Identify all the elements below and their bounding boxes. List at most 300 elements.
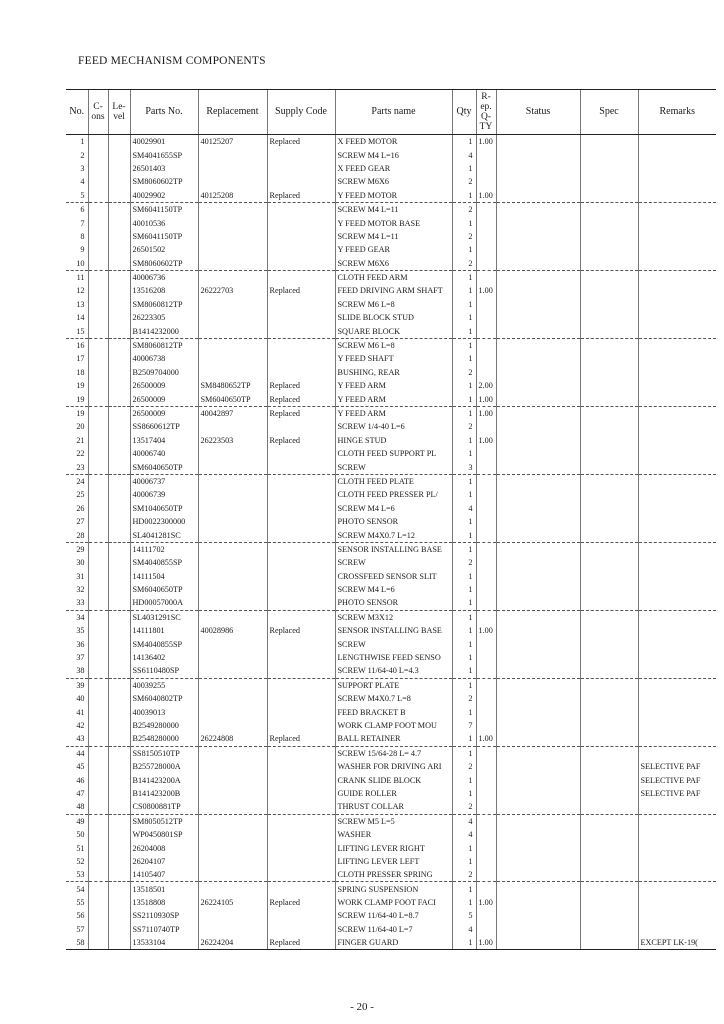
table-row <box>66 135 716 149</box>
table-row <box>66 474 716 488</box>
cell-no: 47 <box>76 788 85 798</box>
cell-remarks: SELECTIVE PAF <box>638 760 716 773</box>
cell-spec <box>580 868 638 882</box>
cell-replacement <box>198 474 267 488</box>
cell-no: 2 <box>80 150 85 160</box>
cell-cons <box>88 502 108 515</box>
cell-no: 14 <box>76 313 85 323</box>
cell-supply-code <box>267 855 335 868</box>
cell-level <box>108 596 130 610</box>
cell-supply-code <box>267 664 335 678</box>
header-replacement: Replacement <box>198 90 267 135</box>
cell-spec <box>580 460 638 474</box>
table-row <box>66 732 716 746</box>
cell-parts-name: SCREW M3X12 <box>335 610 452 624</box>
cell-status <box>496 610 580 624</box>
cell-spec <box>580 434 638 447</box>
cell-req-qty <box>476 148 496 161</box>
cell-status <box>496 705 580 718</box>
cell-replacement: 40125208 <box>198 189 267 203</box>
cell-status <box>496 732 580 746</box>
cell-replacement <box>198 746 267 760</box>
cell-level <box>108 216 130 229</box>
cell-status <box>496 406 580 420</box>
cell-cons <box>88 202 108 216</box>
cell-spec <box>580 923 638 936</box>
table-row <box>66 610 716 624</box>
cell-spec <box>580 230 638 243</box>
table-row <box>66 230 716 243</box>
cell-req-qty <box>476 515 496 528</box>
cell-replacement: 26224105 <box>198 896 267 909</box>
cell-qty: 1 <box>452 705 476 718</box>
cell-replacement <box>198 366 267 379</box>
cell-req-qty <box>476 366 496 379</box>
cell-no: 30 <box>76 558 85 568</box>
cell-level <box>108 148 130 161</box>
cell-parts-name: SCREW 11/64-40 L=7 <box>335 923 452 936</box>
cell-no: 19 <box>76 409 85 418</box>
cell-remarks <box>638 542 716 556</box>
cell-cons <box>88 596 108 610</box>
table-row <box>66 651 716 664</box>
cell-req-qty <box>476 705 496 718</box>
cell-status <box>496 760 580 773</box>
cell-level <box>108 800 130 814</box>
cell-parts-no: SM4040855SP <box>130 637 198 650</box>
cell-supply-code <box>267 257 335 271</box>
cell-remarks <box>638 746 716 760</box>
cell-supply-code <box>267 800 335 814</box>
cell-level <box>108 474 130 488</box>
cell-remarks <box>638 868 716 882</box>
cell-spec <box>580 692 638 705</box>
cell-parts-no: SS7110740TP <box>130 923 198 936</box>
cell-req-qty <box>476 692 496 705</box>
cell-no: 35 <box>76 626 85 636</box>
cell-cons <box>88 298 108 311</box>
cell-level <box>108 528 130 542</box>
header-cons <box>88 90 108 135</box>
cell-parts-no: B1414232000 <box>130 324 198 338</box>
cell-replacement: SM6040650TP <box>198 392 267 406</box>
cell-remarks <box>638 488 716 501</box>
cell-level <box>108 162 130 175</box>
cell-cons <box>88 230 108 243</box>
cell-cons <box>88 175 108 188</box>
cell-supply-code <box>267 324 335 338</box>
cell-level <box>108 570 130 583</box>
cell-no: 27 <box>76 517 85 527</box>
cell-req-qty: 1.00 <box>476 189 496 203</box>
cell-replacement <box>198 678 267 692</box>
cell-replacement: 26222703 <box>198 284 267 297</box>
cell-status <box>496 515 580 528</box>
cell-status <box>496 882 580 896</box>
cell-parts-name: CRANK SLIDE BLOCK <box>335 773 452 786</box>
cell-status <box>496 773 580 786</box>
cell-supply-code <box>267 298 335 311</box>
cell-level <box>108 406 130 420</box>
cell-cons <box>88 637 108 650</box>
table-row <box>66 596 716 610</box>
cell-req-qty <box>476 202 496 216</box>
cell-replacement <box>198 311 267 324</box>
cell-cons <box>88 324 108 338</box>
cell-remarks: EXCEPT LK-19( <box>638 936 716 950</box>
cell-remarks <box>638 692 716 705</box>
cell-spec <box>580 447 638 460</box>
cell-parts-name: FEED DRIVING ARM SHAFT <box>335 284 452 297</box>
cell-parts-no: SM8060812TP <box>130 298 198 311</box>
cell-spec <box>580 216 638 229</box>
cell-qty: 1 <box>452 596 476 610</box>
cell-status <box>496 800 580 814</box>
cell-level <box>108 366 130 379</box>
cell-supply-code <box>267 460 335 474</box>
cell-replacement <box>198 324 267 338</box>
cell-level <box>108 311 130 324</box>
cell-parts-name: SPRING SUSPENSION <box>335 882 452 896</box>
cell-parts-name: SCREW M6 L=8 <box>335 298 452 311</box>
cell-no: 40 <box>76 694 85 704</box>
cell-no: 18 <box>76 367 85 377</box>
cell-level <box>108 610 130 624</box>
cell-supply-code <box>267 760 335 773</box>
cell-parts-name: THRUST COLLAR <box>335 800 452 814</box>
cell-no: 1 <box>80 137 85 147</box>
cell-status <box>496 556 580 569</box>
cell-level <box>108 434 130 447</box>
cell-status <box>496 828 580 841</box>
table-row <box>66 705 716 718</box>
cell-spec <box>580 257 638 271</box>
cell-req-qty <box>476 216 496 229</box>
cell-status <box>496 637 580 650</box>
cell-status <box>496 488 580 501</box>
cell-qty: 7 <box>452 719 476 732</box>
cell-status <box>496 678 580 692</box>
cell-cons <box>88 923 108 936</box>
cell-cons <box>88 814 108 828</box>
cell-parts-name: SCREW 11/64-40 L=4.3 <box>335 664 452 678</box>
cell-cons <box>88 732 108 746</box>
cell-remarks <box>638 366 716 379</box>
table-row <box>66 324 716 338</box>
cell-spec <box>580 664 638 678</box>
table-row <box>66 270 716 284</box>
cell-parts-no: SS2110930SP <box>130 909 198 922</box>
cell-req-qty <box>476 678 496 692</box>
cell-level <box>108 175 130 188</box>
cell-replacement <box>198 583 267 596</box>
cell-remarks <box>638 202 716 216</box>
cell-parts-no: SM6041150TP <box>130 202 198 216</box>
cell-parts-name: SCREW M4 L=11 <box>335 230 452 243</box>
cell-supply-code <box>267 311 335 324</box>
cell-supply-code <box>267 515 335 528</box>
cell-supply-code <box>267 528 335 542</box>
cell-parts-name: WASHER FOR DRIVING ARI <box>335 760 452 773</box>
cell-qty: 1 <box>452 135 476 149</box>
cell-cons <box>88 216 108 229</box>
table-row <box>66 719 716 732</box>
cell-parts-name: SLIDE BLOCK STUD <box>335 311 452 324</box>
cell-supply-code <box>267 705 335 718</box>
cell-status <box>496 868 580 882</box>
cell-level <box>108 284 130 297</box>
cell-parts-no: 40006739 <box>130 488 198 501</box>
cell-no: 50 <box>76 830 85 840</box>
cell-status <box>496 624 580 637</box>
cell-req-qty <box>476 488 496 501</box>
cell-status <box>496 270 580 284</box>
cell-replacement: 40125207 <box>198 135 267 149</box>
cell-spec <box>580 162 638 175</box>
cell-no: 20 <box>76 422 85 432</box>
cell-level <box>108 760 130 773</box>
cell-replacement <box>198 882 267 896</box>
cell-parts-name: BALL RETAINER <box>335 732 452 746</box>
table-row <box>66 379 716 392</box>
cell-qty: 1 <box>452 746 476 760</box>
cell-spec <box>580 189 638 203</box>
cell-spec <box>580 175 638 188</box>
table-row <box>66 528 716 542</box>
table-row <box>66 447 716 460</box>
cell-remarks <box>638 284 716 297</box>
cell-cons <box>88 243 108 256</box>
cell-req-qty <box>476 841 496 854</box>
cell-spec <box>580 338 638 352</box>
cell-supply-code <box>267 909 335 922</box>
cell-level <box>108 624 130 637</box>
cell-replacement <box>198 162 267 175</box>
cell-level <box>108 420 130 433</box>
cell-status <box>496 284 580 297</box>
table-row <box>66 882 716 896</box>
cell-no: 7 <box>80 218 85 228</box>
cell-qty: 4 <box>452 923 476 936</box>
cell-cons <box>88 434 108 447</box>
cell-remarks <box>638 162 716 175</box>
table-row <box>66 787 716 800</box>
table-row <box>66 162 716 175</box>
cell-level <box>108 637 130 650</box>
table-row <box>66 828 716 841</box>
cell-level <box>108 324 130 338</box>
cell-parts-no: 26500009 <box>130 392 198 406</box>
cell-level <box>108 909 130 922</box>
cell-supply-code: Replaced <box>267 406 335 420</box>
cell-supply-code: Replaced <box>267 135 335 149</box>
cell-parts-no: 26204107 <box>130 855 198 868</box>
cell-parts-name: CLOTH PRESSER SPRING <box>335 868 452 882</box>
cell-no: 45 <box>76 762 85 772</box>
cell-level <box>108 651 130 664</box>
cell-no: 13 <box>76 299 85 309</box>
cell-supply-code <box>267 230 335 243</box>
cell-cons <box>88 135 108 149</box>
cell-replacement <box>198 637 267 650</box>
cell-spec <box>580 284 638 297</box>
cell-no: 46 <box>76 775 85 785</box>
cell-remarks <box>638 379 716 392</box>
cell-parts-name: PHOTO SENSOR <box>335 515 452 528</box>
cell-spec <box>580 800 638 814</box>
cell-supply-code <box>267 651 335 664</box>
cell-qty: 4 <box>452 502 476 515</box>
cell-remarks <box>638 189 716 203</box>
cell-remarks <box>638 624 716 637</box>
cell-spec <box>580 773 638 786</box>
cell-status <box>496 841 580 854</box>
cell-status <box>496 787 580 800</box>
cell-supply-code <box>267 420 335 433</box>
cell-qty: 1 <box>452 338 476 352</box>
cell-status <box>496 230 580 243</box>
cell-supply-code <box>267 175 335 188</box>
table-row <box>66 583 716 596</box>
cell-qty: 1 <box>452 882 476 896</box>
cell-req-qty <box>476 556 496 569</box>
cell-spec <box>580 366 638 379</box>
cell-spec <box>580 556 638 569</box>
cell-level <box>108 719 130 732</box>
cell-req-qty <box>476 298 496 311</box>
cell-qty: 1 <box>452 664 476 678</box>
cell-req-qty: 1.00 <box>476 624 496 637</box>
cell-level <box>108 270 130 284</box>
cell-spec <box>580 909 638 922</box>
cell-status <box>496 542 580 556</box>
cell-qty: 5 <box>452 909 476 922</box>
cell-req-qty: 1.00 <box>476 732 496 746</box>
cell-spec <box>580 678 638 692</box>
cell-spec <box>580 746 638 760</box>
cell-req-qty <box>476 324 496 338</box>
cell-remarks <box>638 923 716 936</box>
cell-remarks <box>638 447 716 460</box>
cell-supply-code <box>267 447 335 460</box>
cell-no: 57 <box>76 924 85 934</box>
cell-qty: 1 <box>452 189 476 203</box>
table-row <box>66 366 716 379</box>
cell-cons <box>88 909 108 922</box>
cell-req-qty <box>476 420 496 433</box>
cell-parts-no: 13533104 <box>130 936 198 950</box>
cell-remarks <box>638 909 716 922</box>
table-row <box>66 243 716 256</box>
cell-qty: 1 <box>452 324 476 338</box>
cell-status <box>496 502 580 515</box>
cell-req-qty <box>476 528 496 542</box>
cell-spec <box>580 610 638 624</box>
cell-replacement <box>198 243 267 256</box>
cell-remarks <box>638 502 716 515</box>
table-row <box>66 488 716 501</box>
cell-status <box>496 366 580 379</box>
cell-parts-no: WP0450801SP <box>130 828 198 841</box>
cell-parts-no: CS0800881TP <box>130 800 198 814</box>
cell-spec <box>580 474 638 488</box>
cell-spec <box>580 705 638 718</box>
cell-status <box>496 434 580 447</box>
header-remarks: Remarks <box>638 90 716 135</box>
cell-replacement <box>198 787 267 800</box>
cell-qty: 2 <box>452 760 476 773</box>
cell-replacement <box>198 610 267 624</box>
cell-parts-no: 13518501 <box>130 882 198 896</box>
cell-parts-no: SS6110480SP <box>130 664 198 678</box>
cell-supply-code <box>267 637 335 650</box>
cell-replacement <box>198 705 267 718</box>
cell-cons <box>88 270 108 284</box>
cell-parts-no: SM8060602TP <box>130 175 198 188</box>
cell-level <box>108 841 130 854</box>
cell-parts-no: 14111504 <box>130 570 198 583</box>
cell-qty: 1 <box>452 434 476 447</box>
cell-supply-code <box>267 542 335 556</box>
cell-replacement <box>198 814 267 828</box>
cell-replacement <box>198 664 267 678</box>
cell-status <box>496 936 580 950</box>
cell-spec <box>580 392 638 406</box>
cell-req-qty <box>476 257 496 271</box>
cell-qty: 1 <box>452 474 476 488</box>
cell-spec <box>580 882 638 896</box>
cell-replacement: 40028986 <box>198 624 267 637</box>
table-row <box>66 460 716 474</box>
table-row <box>66 515 716 528</box>
cell-req-qty <box>476 637 496 650</box>
cell-parts-name: CLOTH FEED PLATE <box>335 474 452 488</box>
table-row <box>66 923 716 936</box>
cell-status <box>496 148 580 161</box>
cell-parts-no: SS8150510TP <box>130 746 198 760</box>
cell-status <box>496 746 580 760</box>
cell-replacement <box>198 556 267 569</box>
cell-parts-name: SENSOR INSTALLING BASE <box>335 624 452 637</box>
cell-spec <box>580 583 638 596</box>
cell-cons <box>88 352 108 365</box>
cell-parts-no: 26501403 <box>130 162 198 175</box>
cell-qty: 1 <box>452 637 476 650</box>
table-row <box>66 189 716 203</box>
cell-req-qty <box>476 230 496 243</box>
cell-status <box>496 311 580 324</box>
table-body <box>66 135 716 950</box>
cell-remarks <box>638 392 716 406</box>
table-row <box>66 746 716 760</box>
cell-no: 42 <box>76 720 85 730</box>
cell-no: 39 <box>76 680 85 690</box>
cell-req-qty <box>476 570 496 583</box>
cell-spec <box>580 896 638 909</box>
cell-qty: 1 <box>452 379 476 392</box>
header-req-qty <box>476 90 496 135</box>
cell-level <box>108 542 130 556</box>
cell-cons <box>88 705 108 718</box>
cell-remarks <box>638 882 716 896</box>
cell-spec <box>580 243 638 256</box>
cell-cons <box>88 420 108 433</box>
cell-replacement <box>198 298 267 311</box>
cell-supply-code: Replaced <box>267 732 335 746</box>
cell-parts-no: SM8060602TP <box>130 257 198 271</box>
cell-parts-no: 26500009 <box>130 406 198 420</box>
cell-level <box>108 135 130 149</box>
